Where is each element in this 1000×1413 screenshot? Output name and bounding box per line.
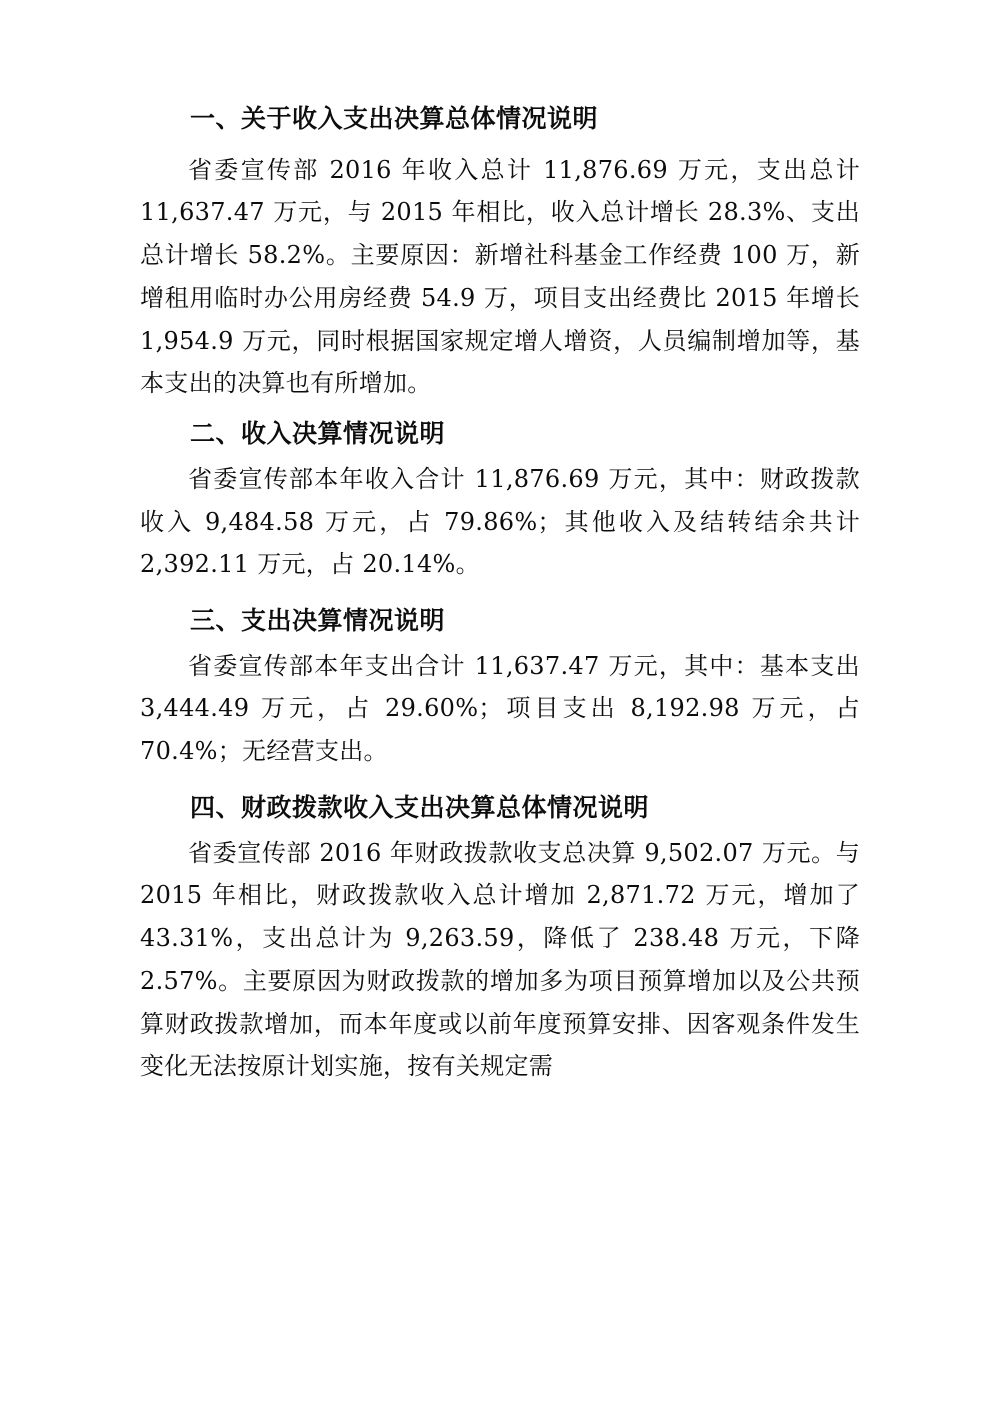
spacer: [140, 775, 860, 789]
section-heading-1: 一、关于收入支出决算总体情况说明: [190, 104, 599, 133]
section-heading-3: 三、支出决算情况说明: [190, 605, 446, 635]
spacer: [140, 588, 860, 602]
section-heading-4: 四、财政拨款收入支出决算总体情况说明: [190, 792, 650, 822]
spacer: [140, 407, 860, 413]
section-paragraph-4: 省委宣传部 2016 年财政拨款收支总决算 9,502.07 万元。与 2015 年相比，财政拨款收入总计增加 2,871.72 万元，增加了 43.31%，支出总计为 9,263.59，降低了 238.48 万元，下降 2.57%。主要原因为财政拨款的增加多为项目预算增加以及公共预算财政拨款增加，而本年度或以前年度预算安排、因客观条件发生变化无法按原计划实施，按有关规定需: [140, 838, 860, 1081]
section-heading-2: 二、收入决算情况说明: [190, 419, 446, 449]
section-paragraph-2: 省委宣传部本年收入合计 11,876.69 万元，其中：财政拨款收入 9,484.58 万元，占 79.86%；其他收入及结转结余共计 2,392.11 万元，占 20.14%。: [140, 464, 860, 579]
document-body: [140, 100, 860, 1088]
section-paragraph-3: 省委宣传部本年支出合计 11,637.47 万元，其中：基本支出 3,444.49 万元，占 29.60%；项目支出 8,192.98 万元，占 70.4%；无经营支出。: [140, 651, 860, 766]
section-paragraph-1: 省委宣传部 2016 年收入总计 11,876.69 万元，支出总计 11,637.47 万元，与 2015 年相比，收入总计增长 28.3%、支出总计增长 58.2%。主要原因：新增社科基金工作经费 100 万，新增租用临时办公用房经费 54.9 万，项目支出经费比 2015 年增长 1,954.9 万元，同时根据国家规定增人增资，人员编制增加等，基本支出的决算也有所增加。: [140, 155, 860, 398]
